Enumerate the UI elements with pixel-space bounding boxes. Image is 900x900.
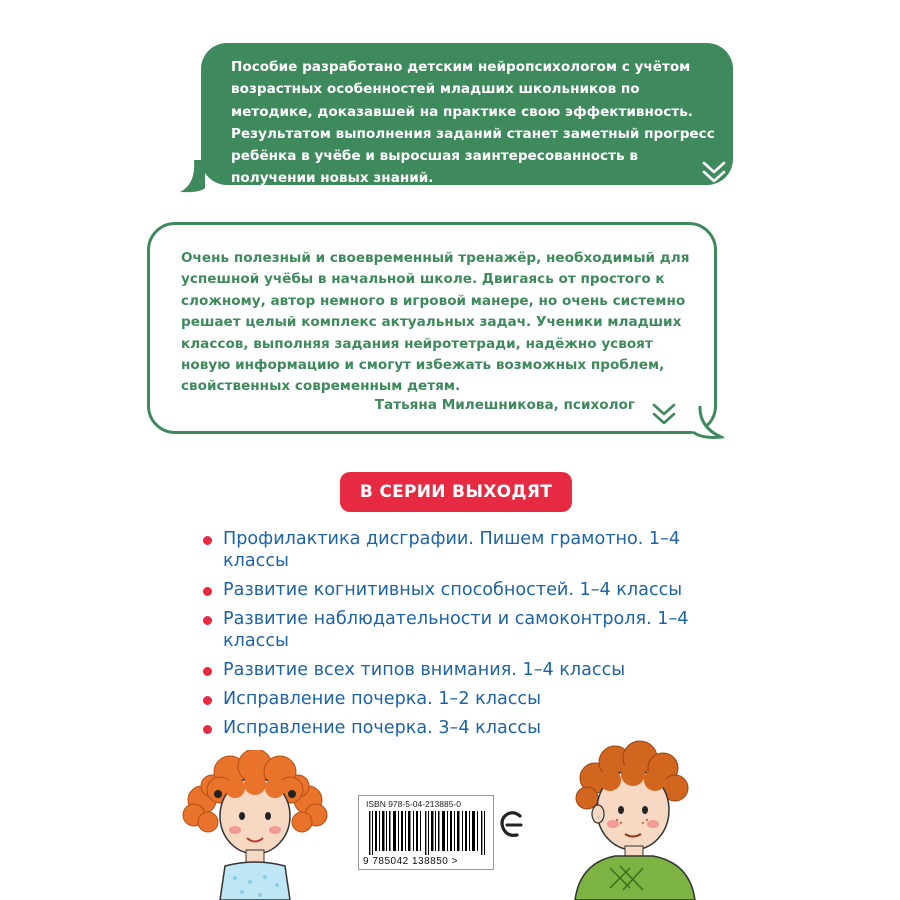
bullet-icon	[203, 587, 212, 596]
list-item: Исправление почерка. 1–2 классы	[203, 688, 743, 710]
review-text: Очень полезный и своевременный тренажёр, необходимый для успешной учёбы в начальной школе. Двигаясь от простого к сложному, автор немного в игровой манере, но очень системно решает целый комплекс актуальных задач. Ученики младших классов, выполняя задания нейротетради, надёжно усвоят новую информацию и смогут избежать возможных проблем, свойственных современным детям.	[181, 250, 690, 395]
bullet-icon	[203, 536, 212, 545]
isbn-label: ISBN 978-5-04-213885-0	[366, 799, 461, 809]
bullet-icon	[203, 696, 212, 705]
list-item: Развитие когнитивных способностей. 1–4 классы	[203, 579, 743, 601]
double-chevron-down-icon	[651, 402, 679, 428]
list-item: Развитие всех типов внимания. 1–4 классы	[203, 659, 743, 681]
list-item: Профилактика дисграфии. Пишем грамотно. 1–4 классы	[203, 528, 743, 572]
eksmo-logo-icon	[500, 810, 526, 840]
bullet-icon	[203, 616, 212, 625]
boy-illustration	[555, 738, 705, 900]
series-heading: В СЕРИИ ВЫХОДЯТ	[340, 472, 572, 512]
description-text: Пособие разработано детским нейропсихологом с учётом возрастных особенностей младших школьников по методике, доказавшей на практике свою эффективность. Результатом выполнения заданий станет заметный прогресс ребёнка в учёбе и выросшая заинтересованность в получении новых знаний.	[231, 59, 715, 187]
list-item: Развитие наблюдательности и самоконтроля. 1–4 классы	[203, 608, 743, 652]
list-item: Исправление почерка. 3–4 классы	[203, 717, 743, 739]
isbn-block	[358, 795, 494, 870]
review-author: Татьяна Милешникова, психолог	[374, 397, 635, 413]
girl-illustration	[180, 750, 330, 900]
description-bubble-tail	[180, 160, 220, 196]
bullet-icon	[203, 667, 212, 676]
bullet-icon	[203, 725, 212, 734]
series-list	[203, 528, 743, 746]
double-chevron-down-icon	[700, 160, 730, 186]
barcode-digits: 9 785042 138850 >	[363, 856, 458, 867]
review-bubble-tail	[690, 405, 724, 441]
barcode-icon	[369, 811, 485, 855]
